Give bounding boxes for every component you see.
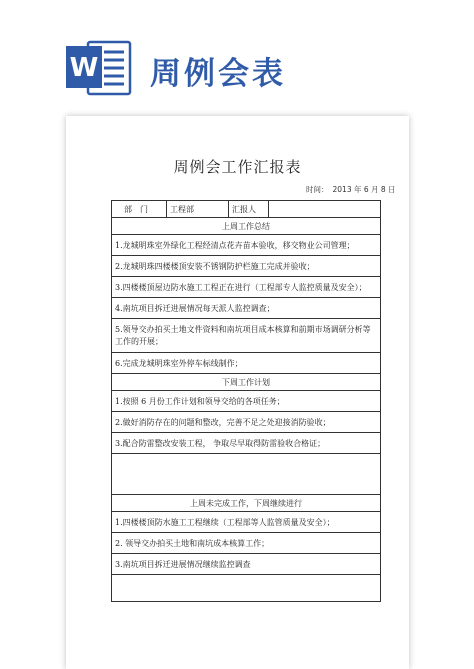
summary-item: 1.龙城明珠室外绿化工程经清点花卉苗本验收，移交物业公司管理； [112,235,381,256]
date-value: 2013 年 6 月 8 日 [332,185,396,194]
pending-item: 3.南坑项目拆迁进展情况继续监控调查 [112,554,381,575]
banner-title: 周例会表 [150,56,286,92]
dept-value: 工程部 [167,201,229,218]
pending-item: 2. 领导交办拍买土地和南坑成本核算工作； [112,533,381,554]
header-banner [0,0,474,100]
blank-row [112,454,381,495]
plan-item: 3.配合防雷整改安装工程， 争取尽早取得防雷验收合格证； [112,433,381,454]
plan-item: 1.按照 6 月份工作计划和领导交给的各项任务； [112,391,381,412]
summary-header: 上周工作总结 [112,218,381,235]
summary-item: 4.南坑项目拆迁进展情况每天派人监控调查； [112,298,381,319]
document-date [306,184,400,195]
plan-header: 下周工作计划 [112,374,381,391]
summary-item: 5.领导交办拍买土地文件资料和南坑项目成本核算和前期市场调研分析等工作的开展； [112,319,381,353]
document-page [66,116,409,669]
summary-item: 6.完成龙城明珠室外停车标线制作； [112,353,381,374]
summary-item: 2.龙城明珠四楼楼顶安装不锈钢防护栏施工完成并验收； [112,256,381,277]
document-title: 周例会工作汇报表 [173,158,302,176]
date-label: 时间： [306,185,329,194]
header-row [112,201,381,218]
reporter-label: 汇报人 [229,201,269,218]
dept-label: 部 门 [112,201,167,218]
blank-row [112,575,381,602]
pending-item: 1.四楼楼顶防水施工工程继续（工程部等人监管质量及安全）； [112,512,381,533]
reporter-value [269,201,381,218]
plan-item: 2.做好消防存在的问题和整改，完善不足之处迎接消防验收； [112,412,381,433]
report-table [111,200,381,602]
watermark [83,256,94,271]
pending-header: 上周未完成工作，下周继续进行 [112,495,381,512]
logo-letter: W [69,53,99,83]
word-icon [64,36,134,96]
summary-item: 3.四楼楼顶屋边防水施工工程正在进行（工程部专人监控质量及安全）； [112,277,381,298]
